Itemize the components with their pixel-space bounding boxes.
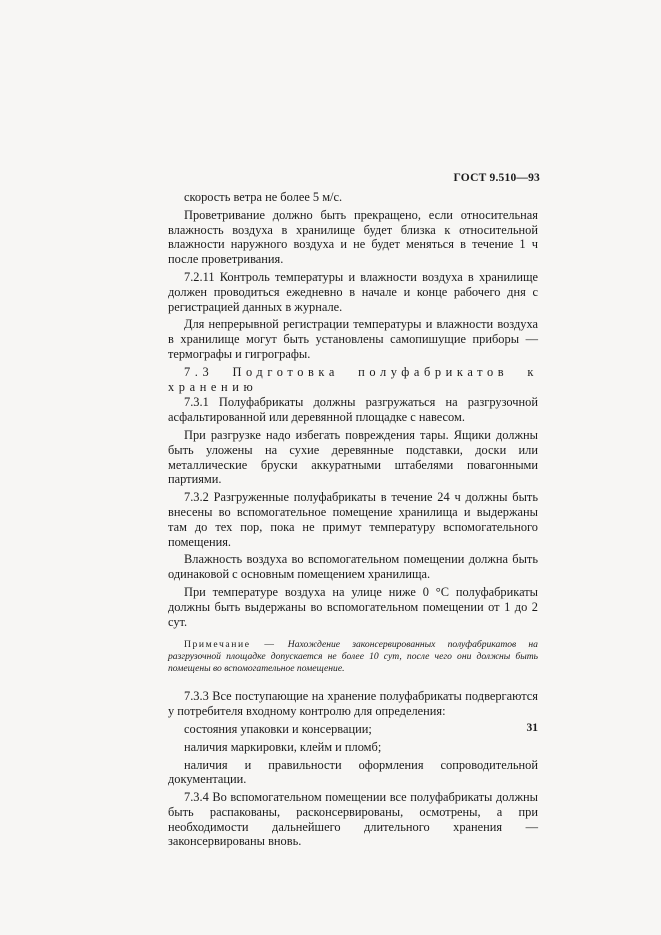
standard-header: ГОСТ 9.510—93	[453, 172, 540, 184]
list-item: наличия маркировки, клейм и пломб;	[184, 739, 382, 754]
section-heading-7-3: 7.3 Подготовка полуфабрикатов к хранению	[168, 364, 538, 394]
clause-7-3-1: 7.3.1 Полуфабрикаты должны разгружаться на разгрузочной асфальтированной или деревянной площадке с навесом.	[168, 395, 538, 425]
note	[168, 639, 538, 675]
clause-7-3-4: 7.3.4 Во вспомогательном помещении все полуфабрикаты должны быть распакованы, расконсервированы, осмотрены, а при необходимости дальнейшего длительного хранения — законсервированы вновь.	[168, 790, 538, 849]
page-number: 31	[526, 722, 538, 734]
paragraph: Для непрерывной регистрации температуры и влажности воздуха в хранилище могут быть установлены самопишущие приборы — термографы и гигрографы.	[168, 317, 538, 361]
paragraph: При разгрузке надо избегать повреждения тары. Ящики должны быть уложены на сухие деревянные подставки, доски или металлические бруски аккуратными штабелями повагонными партиями.	[168, 427, 538, 487]
list-item: наличия и правильности оформления сопроводительной документации.	[168, 757, 538, 787]
clause-7-3-2: 7.3.2 Разгруженные полуфабрикаты в течение 24 ч должны быть внесены во вспомогательное помещение хранилища и выдержаны там до тех пор, пока не примут температуру вспомогательного помещения.	[168, 490, 538, 549]
paragraph: Влажность воздуха во вспомогательном помещении должна быть одинаковой с основным помещением хранилища.	[168, 552, 538, 582]
clause-7-3-3: 7.3.3 Все поступающие на хранение полуфабрикаты подвергаются у потребителя входному контролю для определения:	[168, 689, 538, 719]
list-item: состояния упаковки и консервации;	[184, 721, 372, 736]
note-label: Примечание —	[184, 639, 276, 651]
clause-7-2-11: 7.2.11 Контроль температуры и влажности воздуха в хранилище должен проводиться ежедневно в начале и конце рабочего дня с регистрацией данных в журнале.	[168, 269, 538, 314]
paragraph: скорость ветра не более 5 м/с.	[184, 190, 343, 204]
paragraph: Проветривание должно быть прекращено, если относительная влажность воздуха в хранилище будет близка к относительной влажности наружного воздуха и не будет меняться в течение 1 ч после проветривания.	[168, 207, 538, 267]
paragraph: При температуре воздуха на улице ниже 0 °С полуфабрикаты должны быть выдержаны во вспомогательном помещении от 1 до 2 сут.	[168, 584, 538, 629]
body-text	[168, 190, 538, 852]
note-text: Нахождение законсервированных полуфабрикатов на разгрузочной площадке допускается не более 10 сут, после чего они должны быть помещены во вспомогательное помещение.	[168, 639, 538, 675]
